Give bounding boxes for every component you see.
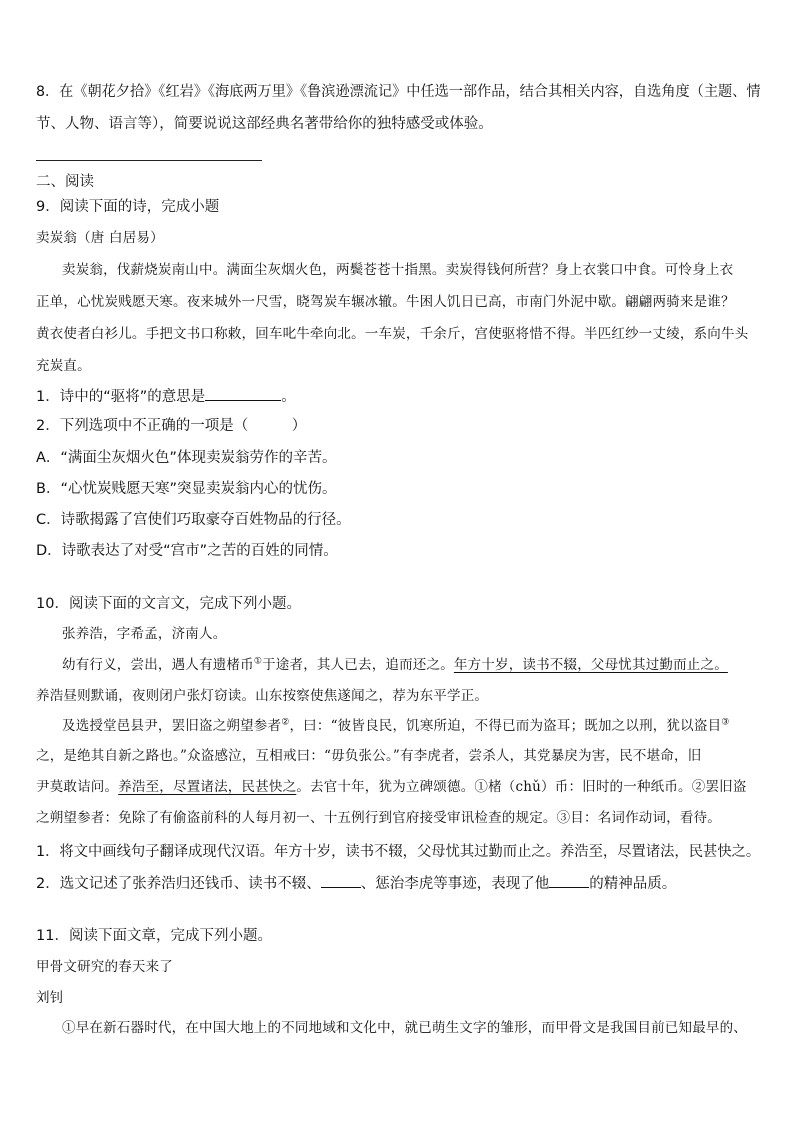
passage-line-6	[36, 777, 747, 797]
article-paragraph-1: ①早在新石器时代，在中国大地上的不同地域和文化中，就已萌生文字的雏形，而甲骨文是我国目前已知最早的、	[62, 1020, 747, 1036]
passage-text: 于途者，其人已去，追而还之。	[262, 657, 454, 673]
article-title: 甲骨文研究的春天来了	[36, 959, 173, 975]
q10-subq-2-text: 的精神品质。	[589, 876, 677, 892]
poem-title: 卖炭翁（唐 白居易）	[36, 230, 164, 246]
passage-line-4	[62, 716, 730, 736]
q9-subq-1-end: 。	[281, 389, 296, 405]
footnote-mark: ③	[721, 717, 730, 728]
poem-line-2: 正单，心忧炭贱愿天寒。夜来城外一尺雪，晓驾炭车辗冰辙。牛困人饥日已高，市南门外泥中歇。翩翩两骑来是谁？	[36, 294, 735, 310]
answer-blank[interactable]	[205, 386, 281, 401]
answer-blank[interactable]	[321, 873, 361, 888]
passage-text: 及选授堂邑县尹，罢旧盗之朔望参者	[62, 718, 282, 734]
underlined-sentence: 养浩至，尽置诸法，民甚快之	[118, 779, 297, 795]
underlined-sentence: 年方十岁，读书不辍，父母忧其过勤而止之。	[453, 657, 728, 673]
answer-rule	[36, 160, 262, 161]
section-heading: 二、阅读	[36, 174, 94, 190]
poem-line-1: 卖炭翁，伐薪烧炭南山中。满面尘灰烟火色，两鬓苍苍十指黑。卖炭得钱何所营？身上衣裳口中食。可怜身上衣	[62, 262, 734, 278]
q9-subq-1-text: 1．诗中的“驱将”的意思是	[36, 389, 206, 405]
passage-line-3: 养浩昼则默诵，夜则闭户张灯窃读。山东按察使焦遂闻之，荐为东平学正。	[36, 688, 489, 704]
passage-line-5: 之，是绝其自新之路也。”众盗感泣，互相戒曰：“毋负张公。”有李虎者，尝杀人，其党暴戾为害，民不堪命，旧	[36, 748, 702, 764]
q10-subq-2-text: 、惩治李虎等事迹，表现了他	[360, 876, 550, 892]
q10-subq-2	[36, 873, 676, 894]
option-a: A．“满面尘灰烟火色”体现卖炭翁劳作的辛苦。	[36, 450, 337, 466]
article-author: 刘钊	[36, 990, 64, 1006]
footnote-mark: ①	[253, 656, 263, 667]
poem-line-4: 充炭直。	[36, 358, 91, 374]
q10-subq-1: 1．将文中画线句子翻译成现代汉语。年方十岁，读书不辍，父母忧其过勤而止之。养浩至，尽置诸法，民甚快之。	[36, 844, 761, 860]
passage-text: 尹莫敢诘问。	[36, 779, 119, 795]
poem-line-3: 黄衣使者白衫儿。手把文书口称敕，回车叱牛牵向北。一车炭，千余斤，宫使驱将惜不得。半匹红纱一丈绫，系向牛头	[36, 326, 749, 342]
q9-subq-1	[36, 386, 296, 407]
q11-title: 11．阅读下面文章，完成下列小题。	[36, 928, 272, 944]
option-c: C．诗歌揭露了宫使们巧取豪夺百姓物品的行径。	[36, 512, 351, 528]
q8-line-1: 8．在《朝花夕拾》《红岩》《海底两万里》《鲁滨逊漂流记》中任选一部作品，结合其相关内容，自选角度（主题、情	[36, 84, 761, 100]
option-d: D．诗歌表达了对受“宫市”之苦的百姓的同情。	[36, 543, 338, 559]
q8-line-2: 节、人物、语言等），简要说说这部经典名著带给你的独特感受或体验。	[36, 116, 493, 132]
passage-text: 。去官十年，犹为立碑颂德。①楮（chǔ）币：旧时的一种纸币。②罢旧盗	[296, 779, 747, 795]
passage-line-2	[62, 655, 728, 675]
passage-text: ，曰：“彼皆良民，饥寒所迫，不得已而为盗耳；既加之以刑，犹以盗目	[289, 718, 722, 734]
footnote-mark: ②	[281, 717, 290, 728]
passage-line-7: 之朔望参者：免除了有偷盗前科的人每月初一、十五例行到官府接受审讯检查的规定。③目：名词作动词，看待。	[36, 810, 721, 826]
q9-title: 9．阅读下面的诗，完成小题	[36, 199, 220, 215]
passage-line-1: 张养浩，字希孟，济南人。	[62, 626, 227, 642]
q10-title: 10．阅读下面的文言文，完成下列小题。	[36, 596, 301, 612]
q10-subq-2-text: 2．选文记述了张养浩归还钱币、读书不辍、	[36, 876, 321, 892]
q9-subq-2: 2．下列选项中不正确的一项是（ ）	[36, 418, 307, 434]
answer-blank[interactable]	[549, 873, 589, 888]
passage-text: 幼有行义，尝出，遇人有遗楮币	[62, 657, 254, 673]
option-b: B．“心忧炭贱愿天寒”突显卖炭翁内心的忧伤。	[36, 481, 337, 497]
